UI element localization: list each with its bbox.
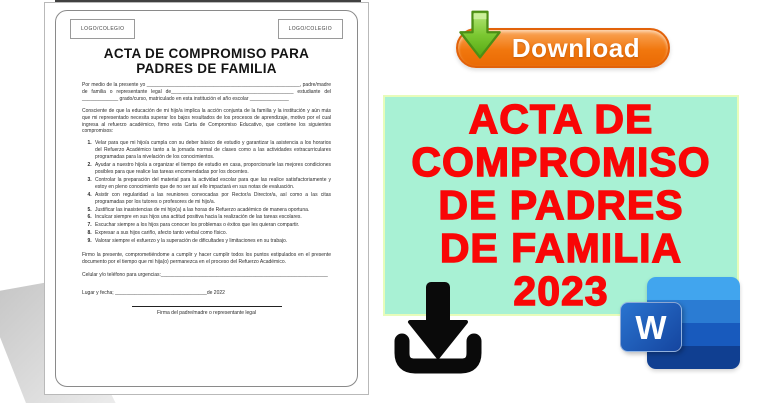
signature-line	[132, 306, 282, 307]
headline-line: 2023	[513, 268, 609, 314]
document-title	[56, 46, 357, 76]
headline-line: DE FAMILIA	[439, 225, 683, 271]
word-letter-tile	[620, 302, 682, 352]
signature-caption: Firma del padre/madre o representante legal	[157, 309, 256, 316]
download-button-label: Download	[511, 32, 641, 63]
document-border-frame	[55, 10, 358, 387]
word-letter: W	[635, 308, 667, 346]
list-item: 9. Valorar siempre el esfuerzo y la superación de dificultades y limitaciones en su trabajo.	[93, 238, 331, 245]
document-body	[82, 82, 331, 317]
list-item: 5. Justificar las inasistencias de mi hijo(a) a las horas de Refuerzo académico de manera oportuna.	[93, 207, 331, 214]
intro-paragraph: Por medio de la presente yo _______________________________________________________, padre/madre de familia o representante legal de____________________________________________ estudiante del _____________ grado/curso, matriculado en esta institución el año escolar ______________	[82, 82, 331, 102]
word-band	[647, 277, 740, 300]
download-arrow-icon[interactable]	[452, 8, 508, 64]
date-line: Lugar y fecha; _________________________________de 2022	[82, 289, 225, 296]
signature-block	[82, 306, 331, 317]
list-item: 3. Controlar la preparación del material para la actividad escolar para que las realice satisfactoriamente y estoy en pleno conocimiento que de no ser así ello impactará en sus notas de evaluación.	[93, 177, 331, 191]
phone-line: Celular y/o teléfono para urgencias:____________________________________________________________	[82, 271, 328, 278]
logo-row	[56, 11, 357, 39]
list-item: 2. Ayudar a nuestro hijo/a a organizar el tiempo de estudio en casa, proporcionarle las mejores condiciones posibles para que realice las tareas encomendadas por los docentes.	[93, 162, 331, 176]
consent-paragraph: Consciente de que la educación de mi hijo/a implica la acción conjunta de la familia y la institución y aún más que mi representado necesita superar los bajos resultados de los procesos de aprendizaje, motivo por el cual ingresa al refuerzo académico, firmo esta Carta de Compromiso Educativo, que contiene los siguientes compromisos:	[82, 107, 331, 135]
download-tray-icon	[388, 277, 488, 383]
commitments-list	[82, 140, 331, 245]
list-item: 4. Asistir con regularidad a las reuniones convocadas por Rector/a Director/a, así como a las citas programadas por los tutores o profesores de mi hijo/a.	[93, 192, 331, 206]
list-item: 6. Inculcar siempre en sus hijos una actitud positiva hacia la realización de las tareas escolares.	[93, 214, 331, 221]
headline-line: DE PADRES	[438, 182, 684, 228]
document-title-line1: ACTA DE COMPROMISO PARA	[103, 46, 310, 61]
list-item: 8. Expresar a sus hijos cariño, afecto tanto verbal como físico.	[93, 230, 331, 237]
list-item: 7. Escuchar siempre a los hijos para conocer los problemas o éxitos que les quieran compartir.	[93, 222, 331, 229]
headline-line: COMPROMISO	[411, 139, 711, 185]
closing-paragraph: Firmo la presente, comprometiéndome a cumplir y hacer cumplir todos los puntos estipulados en el presente documento por el tiempo que mi hija(o) permanezca en el proceso del Refuerzo Académico.	[82, 252, 331, 265]
logo-placeholder-left: LOGO/COLEGIO	[70, 19, 135, 39]
logo-placeholder-right: LOGO/COLEGIO	[278, 19, 343, 39]
document-title-line2: PADRES DE FAMILIA	[136, 61, 277, 76]
headline-line: ACTA DE	[468, 96, 654, 142]
list-item: 1. Velar para que mi hijo/a cumpla con su deber básico de estudio y garantizar la asistencia a los horarios del Refuerzo Académico tanto a la jornada normal de clases como a las actividades extracurriculares programadas para la nivelación de los conocimientos.	[93, 140, 331, 161]
document-page	[44, 2, 369, 395]
word-file-icon	[620, 276, 742, 372]
